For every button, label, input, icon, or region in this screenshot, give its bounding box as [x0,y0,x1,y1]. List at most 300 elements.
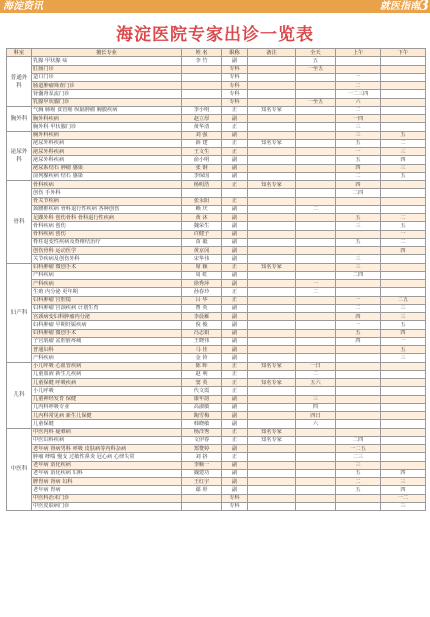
title-cell: 专科 [222,502,248,510]
note-cell [248,189,296,197]
fullday-cell: 二 [296,288,336,296]
note-cell: 知名专家 [248,379,296,387]
fullday-cell [296,321,336,329]
table-row [7,321,426,329]
note-cell [248,403,296,411]
department-cell: 骨科 [7,181,32,264]
title-cell: 副 [222,280,248,288]
title-cell: 正 [222,362,248,370]
fullday-cell: 二 [296,370,336,378]
title-cell: 副 [222,313,248,321]
col-header-dept: 科室 [7,49,32,57]
fullday-cell [296,247,336,255]
specialty-cell: 足踝外科 创伤骨科 骨科退行性疾病 [32,214,182,222]
note-cell [248,197,296,205]
specialty-cell: 子宫肌瘤 盆腔脏疼痛 [32,337,182,345]
col-header-note: 备注 [248,49,296,57]
morning-cell: 二三 [336,453,381,461]
doctor-name-cell: 刘 挤 [182,453,222,461]
page-title: 海淀医院专家出诊一览表 [116,25,314,45]
afternoon-cell: 一 [381,230,426,238]
note-cell: 知名专家 [248,181,296,189]
afternoon-cell: 四 [381,329,426,337]
afternoon-cell [381,90,426,98]
fullday-cell [296,222,336,230]
note-cell [248,280,296,288]
fullday-cell [296,329,336,337]
afternoon-cell: 三 [381,148,426,156]
title-cell: 副 [222,271,248,279]
note-cell [248,370,296,378]
note-cell [248,420,296,428]
afternoon-cell [381,263,426,271]
doctor-name-cell: 席 颖 [182,263,222,271]
table-row [7,461,426,469]
title-cell: 专科 [222,65,248,73]
specialty-cell: 宫颈病变妇科肿瘤内分泌 [32,313,182,321]
afternoon-cell: 二 [381,214,426,222]
morning-cell: 四 [336,164,381,172]
department-cell: 泌尿外科 [7,131,32,181]
morning-cell: 一 [336,148,381,156]
afternoon-cell [381,73,426,81]
note-cell [248,73,296,81]
specialty-cell: 产科疾病 [32,280,182,288]
fullday-cell [296,123,336,131]
specialty-cell: 妇科肿瘤 宫颈疾病 计划生育 [32,304,182,312]
afternoon-cell [381,412,426,420]
fullday-cell: 六 [296,420,336,428]
morning-cell: 一四 [336,115,381,123]
afternoon-cell [381,445,426,453]
specialty-cell: 儿童保健 呼吸疾病 [32,379,182,387]
fullday-cell [296,304,336,312]
fullday-cell: 四 [296,403,336,411]
table-row [7,478,426,486]
morning-cell: 一 [336,321,381,329]
morning-cell [336,346,381,354]
afternoon-cell [381,395,426,403]
note-cell [248,494,296,502]
specialty-cell: 乳腺 甲状腺 疝 [32,57,182,65]
doctor-name-cell: 马 佳 [182,346,222,354]
table-row [7,395,426,403]
afternoon-cell: 二 [381,139,426,147]
specialty-cell: 泌尿系结石 肿瘤 感染 [32,164,182,172]
note-cell [248,313,296,321]
specialty-cell: 关节疾病及创伤外科 [32,255,182,263]
doctor-name-cell: 高淑敏 [182,403,222,411]
afternoon-cell [381,362,426,370]
doctor-name-cell: 郑赞婷 [182,445,222,453]
table-row [7,139,426,147]
afternoon-cell [381,106,426,114]
title-cell: 正 [222,453,248,461]
table-header-row [7,49,426,57]
title-cell: 副 [222,304,248,312]
morning-cell: 三 [336,263,381,271]
note-cell [248,156,296,164]
note-cell [248,123,296,131]
table-row [7,403,426,411]
fullday-cell [296,494,336,502]
note-cell [248,98,296,106]
doctor-name-cell: 张 钢 [182,164,222,172]
afternoon-cell [381,370,426,378]
table-row [7,502,426,510]
title-cell: 专科 [222,90,248,98]
fullday-cell: 一至五 [296,98,336,106]
morning-cell: 二四 [336,436,381,444]
title-cell: 正 [222,387,248,395]
table-row [7,65,426,73]
table-row [7,379,426,387]
table-row [7,280,426,288]
morning-cell [336,412,381,420]
title-cell [222,189,248,197]
doctor-name-cell: 黄华清 [182,123,222,131]
doctor-name-cell: 李保国 [182,172,222,180]
morning-cell: 三 [336,255,381,263]
fullday-cell [296,502,336,510]
specialty-cell: 中医科治未门诊 [32,494,182,502]
title-cell: 副 [222,214,248,222]
title-cell: 正 [222,197,248,205]
fullday-cell [296,197,336,205]
note-cell [248,346,296,354]
fullday-cell [296,82,336,90]
specialty-cell: 儿童神经发育 保健 [32,395,182,403]
doctor-name-cell: 魏建功 [182,469,222,477]
fullday-cell [296,461,336,469]
fullday-cell [296,214,336,222]
specialty-cell: 生殖 内分泌 更年期 [32,288,182,296]
morning-cell [336,197,381,205]
afternoon-cell [381,181,426,189]
table-row [7,247,426,255]
morning-cell [336,280,381,288]
doctor-name-cell: 代文霞 [182,387,222,395]
morning-cell [336,420,381,428]
morning-cell: 五 [336,486,381,494]
note-cell [248,115,296,123]
specialty-cell: 脊柱退变性疾病及脊椎结治疗 [32,238,182,246]
afternoon-cell [381,387,426,395]
fullday-cell: 一日 [296,362,336,370]
afternoon-cell [381,280,426,288]
doctor-name-cell [182,494,222,502]
morning-cell [336,247,381,255]
table-row [7,172,426,180]
table-row [7,313,426,321]
doctor-name-cell: 张永阳 [182,197,222,205]
doctor-name-cell: 苗 毅 [182,238,222,246]
afternoon-cell: 五 [381,131,426,139]
doctor-name-cell: 黄 沐 [182,214,222,222]
table-row [7,263,426,271]
fullday-cell [296,346,336,354]
specialty-cell: 泌尿外科疾病 [32,156,182,164]
table-row [7,271,426,279]
doctor-name-cell: 刘 强 [182,131,222,139]
doctor-name-cell [182,98,222,106]
col-header-afternoon: 下午 [381,49,426,57]
title-cell: 副 [222,321,248,329]
col-header-fullday: 全天 [296,49,336,57]
col-header-name: 姓 名 [182,49,222,57]
table-row [7,82,426,90]
note-cell [248,329,296,337]
afternoon-cell [381,197,426,205]
doctor-name-cell: 赵 利 [182,370,222,378]
note-cell [248,131,296,139]
morning-cell: 四 [336,313,381,321]
specialty-cell: 颈腰椎疾病 骨科退行性疾病 各种创伤 [32,205,182,213]
title-cell: 正 [222,379,248,387]
fullday-cell [296,156,336,164]
note-cell [248,502,296,510]
afternoon-cell: 四 [381,486,426,494]
fullday-cell: 四日 [296,412,336,420]
fullday-cell: 三 [296,395,336,403]
fullday-cell: 五六 [296,379,336,387]
morning-cell: 四 [336,337,381,345]
note-cell [248,337,296,345]
table-row [7,164,426,172]
afternoon-cell [381,82,426,90]
table-row [7,205,426,213]
header-right-title: 就医指南 [380,1,420,12]
department-cell: 胸外科 [7,106,32,131]
table-row [7,123,426,131]
table-row [7,214,426,222]
table-row [7,197,426,205]
fullday-cell [296,296,336,304]
morning-cell: 二四 [336,189,381,197]
doctor-name-cell: 陶雪梅 [182,412,222,420]
note-cell [248,247,296,255]
doctor-name-cell: 王文生 [182,148,222,156]
morning-cell: 五 [336,139,381,147]
doctor-name-cell: 吕 华 [182,296,222,304]
fullday-cell [296,263,336,271]
doctor-name-cell: 曹 英 [182,304,222,312]
morning-cell: 五 [336,329,381,337]
note-cell [248,387,296,395]
fullday-cell: 一 [296,280,336,288]
fullday-cell [296,172,336,180]
specialty-cell: 前列腺疾病 结石 感染 [32,172,182,180]
doctor-name-cell: 王晓伟 [182,337,222,345]
specialty-cell: 肠道肿瘤筛查门诊 [32,82,182,90]
schedule-table [6,48,426,511]
specialty-cell: 普通妇科 [32,346,182,354]
note-cell [248,164,296,172]
table-row [7,189,426,197]
specialty-cell: 儿内科呼吸专业 [32,403,182,411]
title-cell: 正 [222,123,248,131]
fullday-cell [296,164,336,172]
morning-cell: 二 [336,172,381,180]
table-row [7,57,426,65]
note-cell [248,478,296,486]
morning-cell [336,502,381,510]
afternoon-cell: 五 [381,222,426,230]
note-cell [248,445,296,453]
afternoon-cell: 一 [381,337,426,345]
afternoon-cell [381,123,426,131]
morning-cell [336,395,381,403]
doctor-name-cell: 魏荣生 [182,222,222,230]
note-cell [248,486,296,494]
afternoon-cell [381,205,426,213]
specialty-cell: 老年病 消化疾病 [32,461,182,469]
specialty-cell: 产科疾病 [32,354,182,362]
title-cell: 副 [222,247,248,255]
specialty-cell: 泌尿外科疾病 [32,139,182,147]
specialty-cell: 肛肠门诊 [32,65,182,73]
afternoon-cell: 三 [381,502,426,510]
note-cell [248,288,296,296]
title-cell: 正 [222,106,248,114]
table-row [7,73,426,81]
department-cell: 儿科 [7,362,32,428]
note-cell [248,461,296,469]
afternoon-cell: 四 [381,156,426,164]
morning-cell: 一二五 [336,445,381,453]
title-cell: 正 [222,428,248,436]
afternoon-cell: 三 [381,478,426,486]
table-row [7,362,426,370]
table-row [7,387,426,395]
table-row [7,238,426,246]
title-cell: 副 [222,57,248,65]
title-cell: 专科 [222,73,248,81]
morning-cell: 三 [336,461,381,469]
fullday-cell [296,90,336,98]
note-cell [248,65,296,73]
table-row [7,90,426,98]
note-cell [248,148,296,156]
title-cell: 正 [222,181,248,189]
afternoon-cell [381,65,426,73]
title-cell: 副 [222,412,248,420]
afternoon-cell [381,379,426,387]
specialty-cell: 老年病 肾病男科 呼吸 皮肤病等内科杂病 [32,445,182,453]
title-cell: 专科 [222,98,248,106]
fullday-cell: 二 [296,205,336,213]
specialty-cell: 胸外科 甲状腺门诊 [32,123,182,131]
afternoon-cell [381,255,426,263]
afternoon-cell [381,189,426,197]
afternoon-cell: 三 [381,313,426,321]
specialty-cell: 中医皮肤病门诊 [32,502,182,510]
morning-cell: 五 [336,214,381,222]
table-row [7,255,426,263]
table-row [7,288,426,296]
note-cell [248,304,296,312]
afternoon-cell [381,403,426,411]
afternoon-cell: 一二 [381,494,426,502]
note-cell: 知名专家 [248,428,296,436]
doctor-name-cell: 杨洋秀 [182,428,222,436]
table-row [7,494,426,502]
afternoon-cell [381,115,426,123]
title-cell: 副 [222,337,248,345]
doctor-name-cell [182,73,222,81]
doctor-name-cell: 宋华伟 [182,255,222,263]
table-row [7,453,426,461]
morning-cell [336,370,381,378]
fullday-cell [296,73,336,81]
specialty-cell: 儿内科常见病 新生儿保健 [32,412,182,420]
fullday-cell [296,271,336,279]
fullday-cell [296,230,336,238]
afternoon-cell: 三 [381,354,426,362]
afternoon-cell: 五 [381,172,426,180]
title-cell: 副 [222,205,248,213]
doctor-name-cell: 鄢 彤 [182,486,222,494]
morning-cell [336,205,381,213]
department-cell: 妇产科 [7,263,32,362]
specialty-cell: 中医内科 疑难病 [32,428,182,436]
fullday-cell [296,428,336,436]
table-row [7,346,426,354]
doctor-name-cell: 周 虹 [182,271,222,279]
morning-cell: 五 [336,469,381,477]
table-row [7,436,426,444]
afternoon-cell: 三 [381,164,426,172]
table-row [7,181,426,189]
doctor-name-cell: 李晨雁 [182,313,222,321]
morning-cell: 二 [336,478,381,486]
fullday-cell [296,337,336,345]
page-number: 3 [419,0,429,14]
note-cell [248,90,296,98]
title-cell: 正 [222,148,248,156]
note-cell [248,321,296,329]
specialty-cell: 老年病 胃病 [32,486,182,494]
specialty-cell: 妇科肿瘤 微创手术 [32,263,182,271]
fullday-cell [296,469,336,477]
morning-cell: 三 [336,131,381,139]
title-cell: 正 [222,139,248,147]
afternoon-cell: 二 [381,238,426,246]
doctor-name-cell: 窦 英 [182,379,222,387]
fullday-cell [296,387,336,395]
table-row [7,106,426,114]
specialty-cell: 妇科肿瘤 微创手术 [32,329,182,337]
table-row [7,370,426,378]
title-cell: 副 [222,445,248,453]
title-cell: 副 [222,164,248,172]
doctor-name-cell: 金 铃 [182,354,222,362]
specialty-cell: 气胸 肺癌 食管癌 纵隔肿瘤 胸膜疾病 [32,106,182,114]
doctor-name-cell: 李顺一 [182,461,222,469]
fullday-cell [296,486,336,494]
doctor-name-cell: 李小明 [182,106,222,114]
afternoon-cell [381,57,426,65]
fullday-cell [296,189,336,197]
specialty-cell: 泌尿外科疾病 [32,148,182,156]
specialty-cell: 儿童保健 [32,420,182,428]
table-row [7,329,426,337]
specialty-cell: 骨科疾病 创伤 [32,230,182,238]
afternoon-cell [381,453,426,461]
specialty-cell: 乳腺甲状腺门诊 [32,98,182,106]
header-bar [0,0,430,13]
fullday-cell [296,354,336,362]
